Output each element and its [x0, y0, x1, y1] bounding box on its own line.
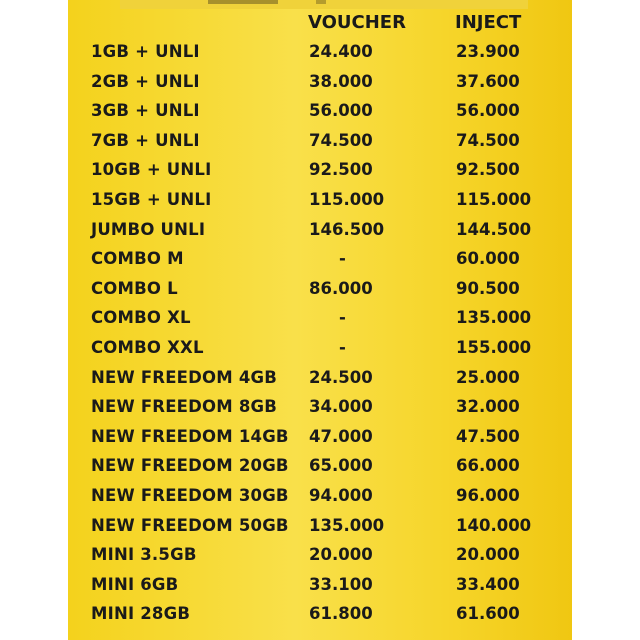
package-name: 1GB + UNLI — [91, 42, 200, 61]
price-row — [0, 364, 640, 394]
inject-price: 23.900 — [456, 42, 520, 61]
voucher-price: 38.000 — [309, 71, 373, 91]
price-row — [0, 275, 640, 305]
voucher-price: 33.100 — [309, 574, 373, 594]
package-name: NEW FREEDOM 8GB — [91, 397, 278, 417]
package-name: COMBO XXL — [91, 337, 204, 357]
price-row — [0, 452, 640, 482]
price-row — [0, 38, 640, 68]
logo-fragment-dot — [316, 0, 326, 4]
inject-price: 140.000 — [456, 515, 532, 535]
package-name: 3GB + UNLI — [91, 101, 200, 121]
price-row — [0, 245, 640, 275]
voucher-price: 56.000 — [309, 101, 373, 121]
package-name: 2GB + UNLI — [91, 71, 200, 91]
package-name: NEW FREEDOM 4GB — [91, 367, 278, 387]
voucher-price: 115.000 — [309, 189, 385, 209]
package-name: NEW FREEDOM 14GB — [91, 426, 289, 446]
price-row — [0, 512, 640, 542]
price-row — [0, 541, 640, 571]
package-name: 7GB + UNLI — [91, 130, 200, 150]
inject-price: 92.500 — [456, 160, 520, 180]
inject-column-header: INJECT — [455, 12, 522, 33]
voucher-price: - — [339, 337, 346, 357]
price-row — [0, 127, 640, 157]
inject-price: 32.000 — [456, 397, 520, 417]
voucher-price: - — [339, 249, 346, 269]
price-row — [0, 68, 640, 98]
inject-price: 37.600 — [456, 71, 520, 91]
inject-price: 74.500 — [456, 130, 520, 150]
logo-fragment — [208, 0, 278, 4]
voucher-price: 146.500 — [309, 219, 385, 239]
inject-price: 115.000 — [456, 189, 532, 209]
package-name: 10GB + UNLI — [91, 160, 212, 180]
voucher-price: 34.000 — [309, 397, 373, 417]
inject-price: 47.500 — [456, 426, 520, 446]
header-banner-strip — [120, 0, 528, 9]
price-table — [0, 38, 640, 630]
price-row — [0, 423, 640, 453]
voucher-column-header: VOUCHER — [308, 12, 406, 33]
package-name: MINI 6GB — [91, 574, 179, 594]
voucher-price: 74.500 — [309, 130, 373, 150]
price-row — [0, 97, 640, 127]
package-name: NEW FREEDOM 50GB — [91, 515, 289, 535]
price-row — [0, 156, 640, 186]
inject-price: 144.500 — [456, 219, 532, 239]
inject-price: 155.000 — [456, 337, 532, 357]
inject-price: 96.000 — [456, 485, 520, 505]
package-name: 15GB + UNLI — [91, 189, 212, 209]
voucher-price: 135.000 — [309, 515, 385, 535]
voucher-price: 24.500 — [309, 367, 373, 387]
voucher-price: 24.400 — [309, 42, 373, 61]
inject-price: 135.000 — [456, 308, 532, 328]
package-name: COMBO L — [91, 278, 178, 298]
package-name: COMBO XL — [91, 308, 191, 328]
inject-price: 90.500 — [456, 278, 520, 298]
price-row — [0, 304, 640, 334]
inject-price: 56.000 — [456, 101, 520, 121]
voucher-price: - — [339, 308, 346, 328]
price-row — [0, 482, 640, 512]
voucher-price: 86.000 — [309, 278, 373, 298]
voucher-price: 92.500 — [309, 160, 373, 180]
package-name: MINI 28GB — [91, 604, 191, 624]
price-row — [0, 334, 640, 364]
voucher-price: 65.000 — [309, 456, 373, 476]
inject-price: 66.000 — [456, 456, 520, 476]
package-name: COMBO M — [91, 249, 184, 269]
voucher-price: 61.800 — [309, 604, 373, 624]
voucher-price: 94.000 — [309, 485, 373, 505]
inject-price: 60.000 — [456, 249, 520, 269]
inject-price: 61.600 — [456, 604, 520, 624]
inject-price: 25.000 — [456, 367, 520, 387]
price-row — [0, 571, 640, 601]
package-name: NEW FREEDOM 20GB — [91, 456, 289, 476]
inject-price: 20.000 — [456, 545, 520, 565]
inject-price: 33.400 — [456, 574, 520, 594]
price-row — [0, 600, 640, 630]
price-row — [0, 393, 640, 423]
package-name: NEW FREEDOM 30GB — [91, 485, 289, 505]
price-row — [0, 216, 640, 246]
package-name: JUMBO UNLI — [91, 219, 206, 239]
package-name: MINI 3.5GB — [91, 545, 197, 565]
voucher-price: 20.000 — [309, 545, 373, 565]
voucher-price: 47.000 — [309, 426, 373, 446]
price-row — [0, 186, 640, 216]
